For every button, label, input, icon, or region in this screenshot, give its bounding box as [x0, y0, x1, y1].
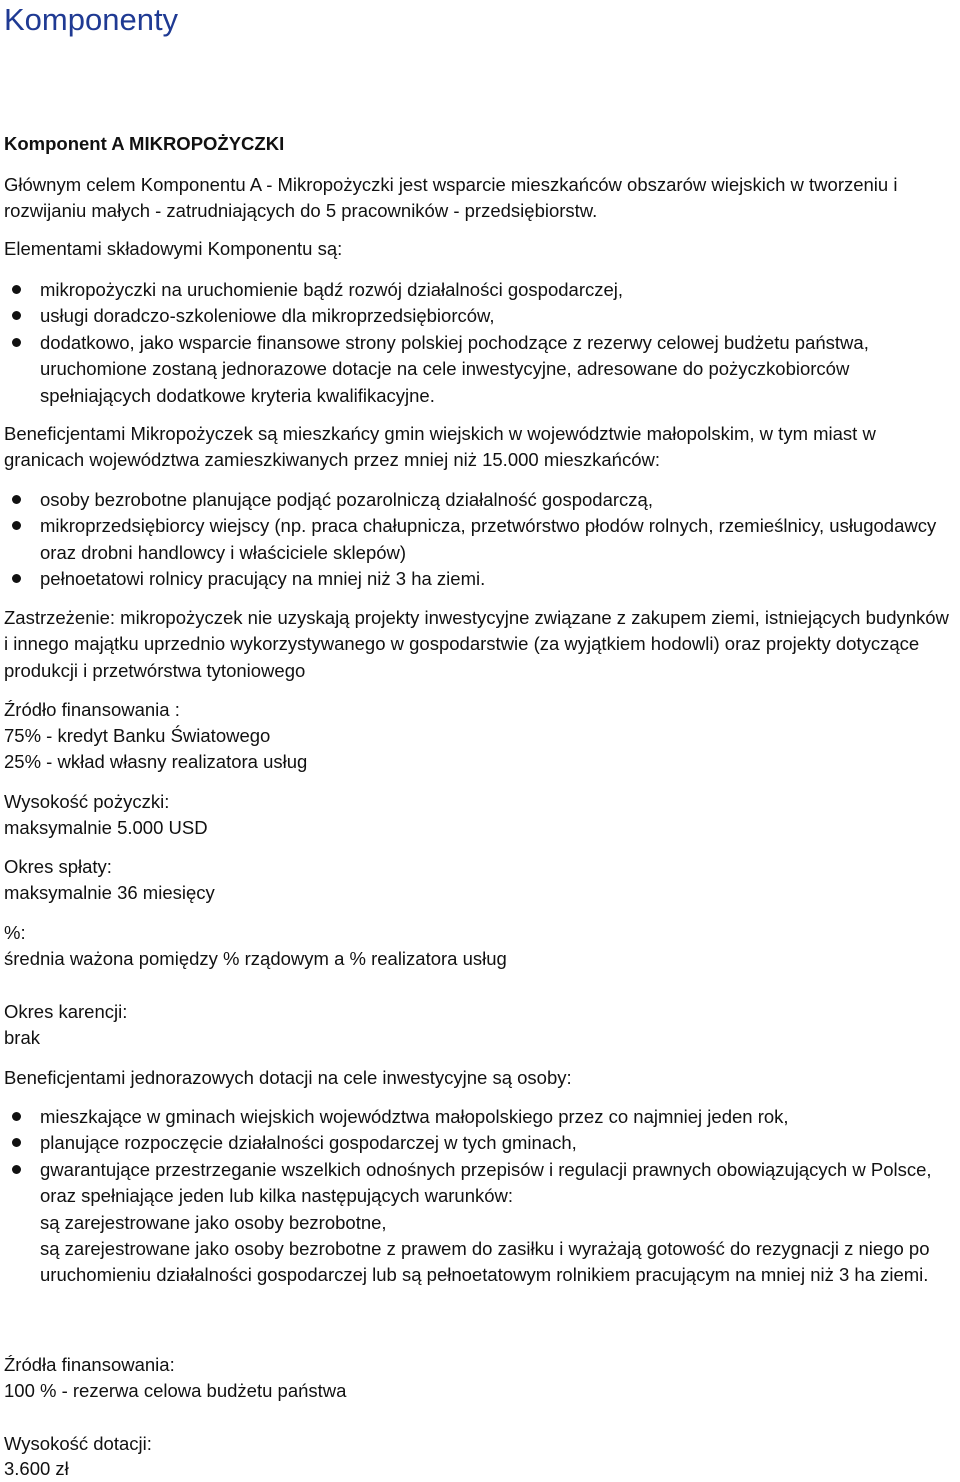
- bullet-icon: [12, 285, 21, 294]
- bullet-icon: [12, 495, 21, 504]
- grant-funding-value: 100 % - rezerwa celowa budżetu państwa: [4, 1380, 347, 1401]
- loan-amount-value: maksymalnie 5.000 USD: [4, 817, 208, 838]
- grant-amount-label: Wysokość dotacji:: [4, 1433, 152, 1454]
- section-title: Komponent A MIKROPOŻYCZKI: [4, 133, 285, 154]
- loan-amount-label: Wysokość pożyczki:: [4, 791, 170, 812]
- interest-label: %:: [4, 922, 26, 943]
- grant-amount-value: 3.600 zł: [4, 1458, 69, 1479]
- list-item: mikroprzedsiębiorcy wiejscy (np. praca chałupnicza, przetwórstwo płodów rolnych, rzemieślnicy, usługodawcy oraz drobni handlowcy i właściciele sklepów): [4, 513, 956, 566]
- list-item: mieszkające w gminach wiejskich województwa małopolskiego przez co najmniej jeden rok,: [4, 1104, 956, 1130]
- beneficiaries-heading: Beneficjentami Mikropożyczek są mieszkańcy gmin wiejskich w województwie małopolskim, w tym miast w granicach województwa zamieszkiwanych przez mniej niż 15.000 mieszkańców:: [4, 423, 876, 471]
- list-item: mikropożyczki na uruchomienie bądź rozwój działalności gospodarczej,: [4, 277, 956, 303]
- list-item: planujące rozpoczęcie działalności gospodarczej w tych gminach,: [4, 1130, 956, 1156]
- bullet-icon: [12, 521, 21, 530]
- funding-label: Źródło finansowania :: [4, 699, 180, 720]
- list-item: dodatkowo, jako wsparcie finansowe strony polskiej pochodzące z rezerwy celowej budżetu państwa, uruchomione zostaną jednorazowe dotacje na cele inwestycyjne, adresowane do pożyczkobiorców spełniających dodatkowe kryteria kwalifikacyjne.: [4, 330, 956, 409]
- elements-heading: Elementami składowymi Komponentu są:: [4, 238, 343, 259]
- list-item: usługi doradczo-szkoleniowe dla mikroprzedsiębiorców,: [4, 303, 956, 329]
- bullet-icon: [12, 1165, 21, 1174]
- repayment-label: Okres spłaty:: [4, 856, 112, 877]
- list-item: osoby bezrobotne planujące podjąć pozarolniczą działalność gospodarczą,: [4, 487, 956, 513]
- reservation-paragraph: Zastrzeżenie: mikropożyczek nie uzyskają projekty inwestycyjne związane z zakupem ziemi, istniejących budynków i innego majątku uprzednio wykorzystywanego w gospodarstwie (za wyjątkiem hodowli) oraz projekty dotyczące produkcji i przetwórstwa tytoniowego: [4, 607, 949, 681]
- repayment-value: maksymalnie 36 miesięcy: [4, 882, 215, 903]
- bullet-icon: [12, 1112, 21, 1121]
- beneficiaries-list: [4, 487, 956, 593]
- interest-value: średnia ważona pomiędzy % rządowym a % realizatora usług: [4, 948, 507, 969]
- grant-list: [4, 1104, 956, 1289]
- list-item: pełnoetatowi rolnicy pracujący na mniej niż 3 ha ziemi.: [4, 566, 956, 592]
- grace-label: Okres karencji:: [4, 1001, 128, 1022]
- intro-paragraph: Głównym celem Komponentu A - Mikropożyczki jest wsparcie mieszkańców obszarów wiejskich w tworzeniu i rozwijaniu małych - zatrudniających do 5 pracowników - przedsiębiorstw.: [4, 174, 898, 222]
- page-title: Komponenty: [4, 2, 179, 37]
- bullet-icon: [12, 311, 21, 320]
- grant-heading: Beneficjentami jednorazowych dotacji na cele inwestycyjne są osoby:: [4, 1067, 572, 1088]
- grant-funding-label: Źródła finansowania:: [4, 1354, 175, 1375]
- list-item: gwarantujące przestrzeganie wszelkich odnośnych przepisów i regulacji prawnych obowiązujących w Polsce, oraz spełniające jeden lub kilka następujących warunków: są zarejestrowane jako osoby bezrobotne, są zarejestrowane jako osoby bezrobotne z prawem do zasiłku i wyrażają gotowość do rezygnacji z niego po uruchomieniu działalności gospodarczej lub są pełnoetatowym rolnikiem pracującym na mniej niż 3 ha ziemi.: [4, 1157, 956, 1289]
- funding-line-2: 25% - wkład własny realizatora usług: [4, 751, 308, 772]
- funding-line-1: 75% - kredyt Banku Światowego: [4, 725, 271, 746]
- bullet-icon: [12, 574, 21, 583]
- bullet-icon: [12, 1138, 21, 1147]
- grace-value: brak: [4, 1027, 40, 1048]
- bullet-icon: [12, 338, 21, 347]
- elements-list: [4, 277, 956, 409]
